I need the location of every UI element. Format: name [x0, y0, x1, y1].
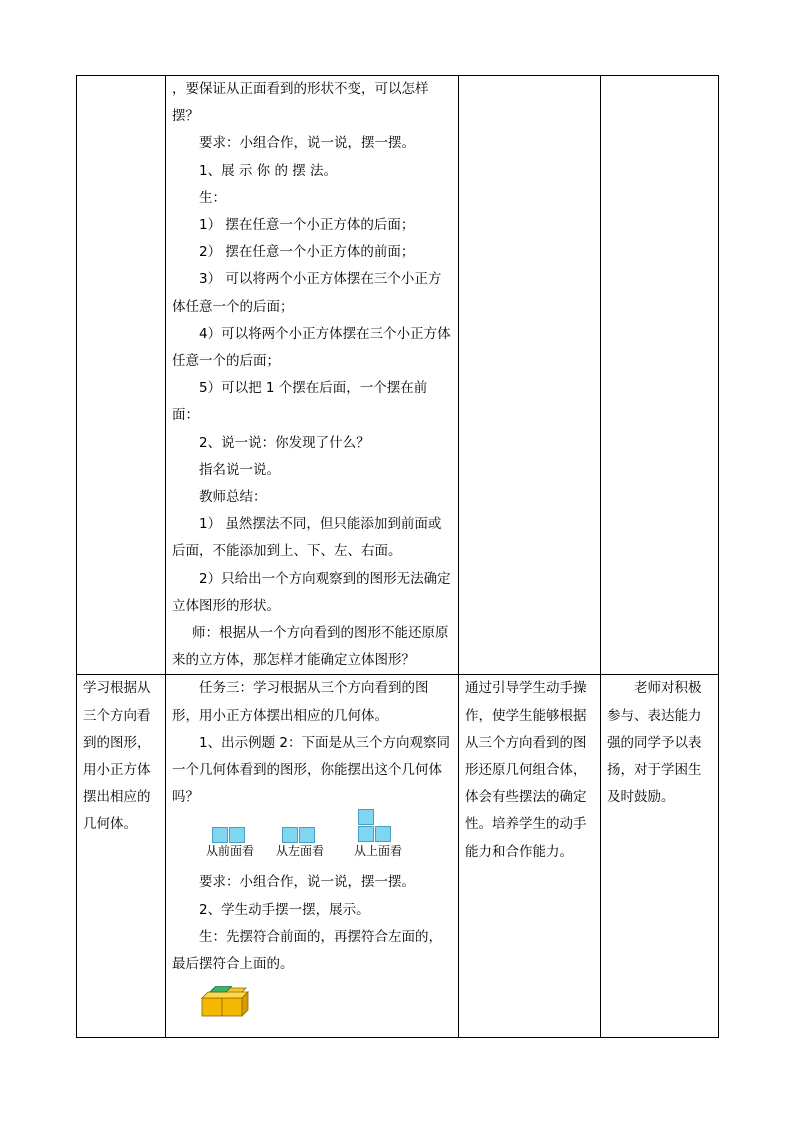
text-line: 4）可以将两个小正方体摆在三个小正方体任意一个的后面；	[172, 325, 451, 370]
text-line: 1） 摆在任意一个小正方体的后面；	[199, 217, 415, 234]
row2-intent-cell	[459, 675, 601, 1038]
row1-evaluation-cell	[601, 76, 719, 675]
text-line: 任务三：学习根据从三个方向看到的图形，用小正方体摆出相应的几何体。	[172, 680, 429, 724]
front-face-right	[222, 998, 242, 1016]
goal-text: 学习根据从三个方向看到的图形，用小正方体摆出相应的几何体。	[83, 680, 151, 833]
table-row	[77, 675, 719, 1038]
text-line: 指名说一说。	[199, 461, 280, 478]
view-label-front: 从前面看	[206, 844, 255, 859]
text-line: 生：先摆符合前面的，再摆符合左面的，最后摆符合上面的。	[172, 928, 442, 973]
top-face	[202, 992, 248, 998]
square	[358, 809, 374, 825]
text-line: 师：根据从一个方向看到的图形不能还原原来的立方体，那怎样才能确定立体图形？	[172, 625, 449, 669]
row1-process-cell	[166, 76, 459, 675]
text-line: 1） 虽然摆法不同，但只能添加到前面或后面，不能添加到上、下、左、右面。	[172, 516, 442, 560]
row1-goal-cell	[77, 76, 166, 675]
text-line: 1、出示例题 2：下面是从三个方向观察同一个几何体看到的图形，你能摆出这个几何体吗？	[172, 734, 450, 806]
square	[358, 826, 374, 842]
text-line: ，要保证从正面看到的形状不变，可以怎样摆？	[172, 81, 429, 125]
text-line: 1、展 示 你 的 摆 法。	[199, 162, 338, 179]
text-line: 教师总结：	[199, 489, 267, 506]
row2-process-cell	[166, 675, 459, 1038]
intent-text: 通过引导学生动手操作，使学生能够根据从三个方向看到的图形还原几何组合体，体会有些摆法的确定性。培养学生的动手能力和合作能力。	[465, 680, 587, 860]
text-line: 2、学生动手摆一摆，展示。	[199, 901, 370, 918]
front-face-left	[202, 998, 222, 1016]
text-line: 要求：小组合作，说一说，摆一摆。	[199, 874, 415, 891]
three-views-figure	[172, 811, 452, 869]
row2-evaluation-cell	[601, 675, 719, 1038]
text-line: 2）只给出一个方向观察到的图形无法确定立体图形的形状。	[172, 570, 451, 614]
text-line: 要求：小组合作，说一说，摆一摆。	[199, 135, 415, 152]
square	[375, 826, 391, 842]
view-label-left: 从左面看	[276, 844, 325, 859]
text-line: 5）可以把 1 个摆在后面，一个摆在前面：	[172, 380, 428, 424]
square	[282, 827, 298, 843]
cube-model-illustration	[200, 986, 252, 1022]
text-line: 2） 摆在任意一个小正方体的前面；	[199, 244, 415, 261]
row1-intent-cell	[459, 76, 601, 675]
lesson-plan-table	[76, 75, 719, 1038]
text-line: 3） 可以将两个小正方体摆在三个小正方体任意一个的后面；	[172, 271, 442, 315]
text-line: 2、说一说：你发现了什么？	[199, 434, 370, 451]
square	[229, 827, 245, 843]
square	[299, 827, 315, 843]
text-line: 生：	[199, 189, 226, 206]
row2-goal-cell	[77, 675, 166, 1038]
evaluation-text: 老师对积极参与、表达能力强的同学予以表扬，对于学困生及时鼓励。	[607, 680, 702, 806]
table-row	[77, 76, 719, 675]
square	[212, 827, 228, 843]
view-label-top: 从上面看	[354, 844, 403, 859]
